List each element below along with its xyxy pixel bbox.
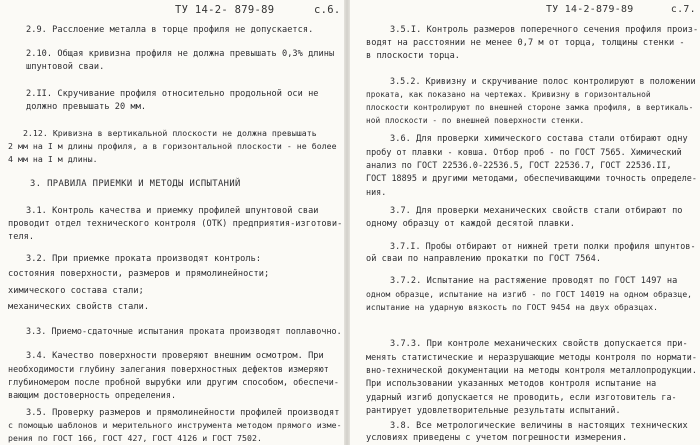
- paragraph-3-1: 3.1. Контроль качества и приемку профилей шпунтовой сваи: [26, 206, 319, 216]
- paragraph-3-3: 3.3. Приемо-сдаточные испытания проката производят поплавочно.: [26, 326, 342, 336]
- paragraph-3-6-cont: пробу от плавки - ковша. Отбор проб - по ГОСТ 7565. Химический анализ по ГОСТ 22536.0-22536.5, ГОСТ 22536.7, ГОСТ 22536.II, ГОСТ 18895 и другими методами, обеспечивающими точность определе- ния.: [366, 147, 697, 197]
- paragraph-3-7-3-cont: менять статистические и неразрушающие методы контроля по нормати- вно-технической документации на методы контроля металлопродукции. При использовании указанных методов контроля испытание на ударный изгиб допускается не проводить, если изготовитель га- рантирует удовлетворительные результаты испытаний.: [366, 352, 697, 415]
- paragraph-3-7-cont: одному образцу от каждой десятой плавки.: [366, 219, 575, 229]
- paragraph-3-7-2-cont: одном образце, испытание на изгиб - по ГОСТ 14019 на одном образце, испытание на ударную вязкость по ГОСТ 9454 на двух образцах.: [366, 290, 693, 313]
- paragraph-3-7: 3.7. Для проверки механических свойств стали отбирают по: [390, 206, 683, 216]
- paragraph-3-7-1-cont: ой сваи по направлению прокатки по ГОСТ 7564.: [366, 254, 602, 264]
- paragraph-3-5-1-cont: водят на расстоянии не менее 0,7 м от торца, толщины стенки - в плоскости торца.: [366, 38, 685, 62]
- paragraph-3-2: 3.2. При приемке проката производят контроль:: [26, 254, 262, 264]
- paragraph-3-5-2: 3.5.2. Кривизну и скручивание полос контролируют в положении: [390, 76, 696, 86]
- paragraph-2-12: 2.12. Кривизна в вертикальной плоскости не должна превышать 2 мм на I м длины профиля, а в горизонтальной плоскости - не более 4 мм на I м длины.: [8, 128, 337, 165]
- page-left: [0, 0, 344, 445]
- section-title: 3. ПРАВИЛА ПРИЕМКИ И МЕТОДЫ ИСПЫТАНИЙ: [30, 179, 241, 189]
- paragraph-3-7-3: 3.7.3. При контроле механических свойств допускается при-: [390, 339, 688, 349]
- paragraph-3-1-cont: проводит отдел технического контроля (ОТК) предприятия-изготови- теля.: [8, 219, 343, 243]
- paragraph-3-5-1: 3.5.I. Контроль размеров поперечного сечения профиля произ-: [390, 25, 699, 35]
- paragraph-2-11: 2.II. Скручивание профиля относительно продольной оси не должно превышать 20 мм.: [26, 89, 319, 113]
- paragraph-2-9: 2.9. Расслоение металла в торце профиля не допускается.: [26, 25, 314, 35]
- paragraph-3-7-1: 3.7.I. Пробы отбирают от нижней трети полки профиля шпунтов-: [390, 241, 696, 251]
- paragraph-3-6: 3.6. Для проверки химического состава стали отбирают одну: [390, 134, 688, 144]
- paragraph-2-10: 2.10. Общая кривизна профиля не должна превышать 0,3% длины шпунтовой сваи.: [26, 49, 335, 73]
- paragraph-3-4: 3.4. Качество поверхности проверяют внешним осмотром. При: [26, 351, 324, 361]
- paragraph-3-2-a: состояния поверхности, размеров и прямолинейности;: [8, 269, 270, 279]
- paragraph-3-5-cont: с помощью шаблонов и мерительного инструмента методом прямого изме- рения по ГОСТ 166, ГОСТ 427, ГОСТ 4126 и ГОСТ 7502.: [8, 420, 342, 444]
- paragraph-3-2-c: механических свойств стали.: [8, 302, 150, 312]
- paragraph-3-4-cont: необходимости глубину залегания поверхностных дефектов измеряют глубиномером после пробной вырубки или другим способом, обеспечи- вающим достоверность определения.: [8, 364, 339, 401]
- page-header: ТУ 14-2-879-89 с.7.: [546, 4, 696, 15]
- paragraph-3-7-2: 3.7.2. Испытание на растяжение проводят по ГОСТ 1497 на: [390, 276, 678, 286]
- paragraph-3-8: 3.8. Все метрологические величины в настоящих технических: [390, 421, 688, 431]
- paragraph-3-2-b: химического состава стали;: [8, 286, 144, 296]
- paragraph-3-5: 3.5. Проверку размеров и прямолинейности профилей производят: [26, 408, 340, 418]
- paragraph-3-5-2-cont: проката, как показано на чертежах. Кривизну в горизонтальной плоскости контролируют по внешней стороне замка профиля, в вертикаль- ной плоскости - по внешней поверхности стенки.: [366, 90, 694, 126]
- page-right: [350, 0, 700, 445]
- page-header: ТУ 14-2- 879-89 с.6.: [175, 4, 341, 16]
- paragraph-3-8-cont: условиях приведены с учетом погрешности измерения.: [366, 433, 628, 443]
